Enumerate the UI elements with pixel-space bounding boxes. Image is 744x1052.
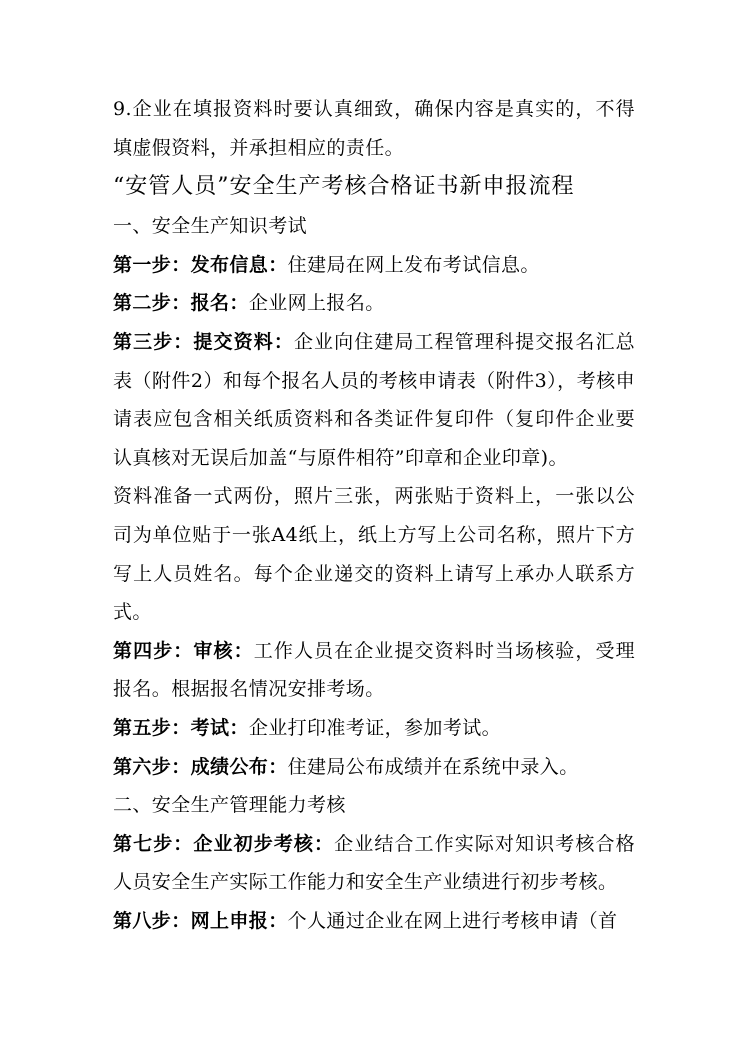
- step-text: 企业结合工作实际对知识考核合格人员安全生产实际工作能力和安全生产业绩进行初步考核。: [113, 832, 635, 894]
- paragraph-text: 9.企业在填报资料时要认真细致，确保内容是真实的，不得填虚假资料，并承担相应的责任。: [113, 98, 635, 159]
- title-container: [113, 167, 635, 207]
- step-label: 第八步：网上申报：: [113, 909, 288, 932]
- step-2: [113, 284, 635, 323]
- step-label: 第六步：成绩公布：: [113, 755, 288, 778]
- step-label: 第四步：审核：: [113, 639, 254, 662]
- section-heading-text: 二、安全生产管理能力考核: [113, 794, 346, 817]
- document-body: [113, 90, 635, 940]
- step-1: [113, 246, 635, 285]
- step-label: 第二步：报名：: [113, 292, 249, 315]
- step-text: 企业网上报名。: [248, 292, 385, 315]
- step-6: [113, 748, 635, 787]
- step-7: [113, 825, 635, 902]
- step-label: 第一步：发布信息：: [113, 253, 288, 276]
- step-text: 住建局公布成绩并在系统中录入。: [287, 755, 579, 778]
- step-5: [113, 709, 635, 748]
- step-text: 工作人员在企业提交资料时当场核验，受理报名。根据报名情况安排考场。: [113, 639, 635, 701]
- step-label: 第三步：提交资料：: [113, 330, 294, 353]
- step-text: 住建局在网上发布考试信息。: [287, 253, 540, 276]
- step-text: 个人通过企业在网上进行考核申请（首: [287, 909, 618, 932]
- section-heading-2: [113, 786, 635, 825]
- section-heading-1: [113, 207, 635, 246]
- step-4: [113, 632, 635, 709]
- step-label: 第七步：企业初步考核：: [113, 832, 335, 855]
- materials-paragraph: [113, 477, 635, 631]
- paragraph-text: 资料准备一式两份，照片三张，两张贴于资料上，一张以公司为单位贴于一张A4纸上，纸上方写上公司名称，照片下方写上人员姓名。每个企业递交的资料上请写上承办人联系方式。: [113, 485, 635, 624]
- step-3: [113, 323, 635, 477]
- title-text: “安管人员”安全生产考核合格证书新申报流程: [113, 174, 575, 200]
- step-text: 企业向住建局工程管理科提交报名汇总表（附件2）和每个报名人员的考核申请表（附件3），考核申请表应包含相关纸质资料和各类证件复印件（复印件企业要认真核对无误后加盖“与原件相符”印章和企业印章)。: [113, 330, 635, 469]
- step-label: 第五步：考试：: [113, 716, 249, 739]
- document-title: [113, 167, 635, 207]
- step-text: 企业打印准考证，参加考试。: [248, 716, 502, 739]
- paragraph-item-9: [113, 90, 635, 167]
- section-heading-text: 一、安全生产知识考试: [113, 215, 308, 238]
- step-8: [113, 902, 635, 941]
